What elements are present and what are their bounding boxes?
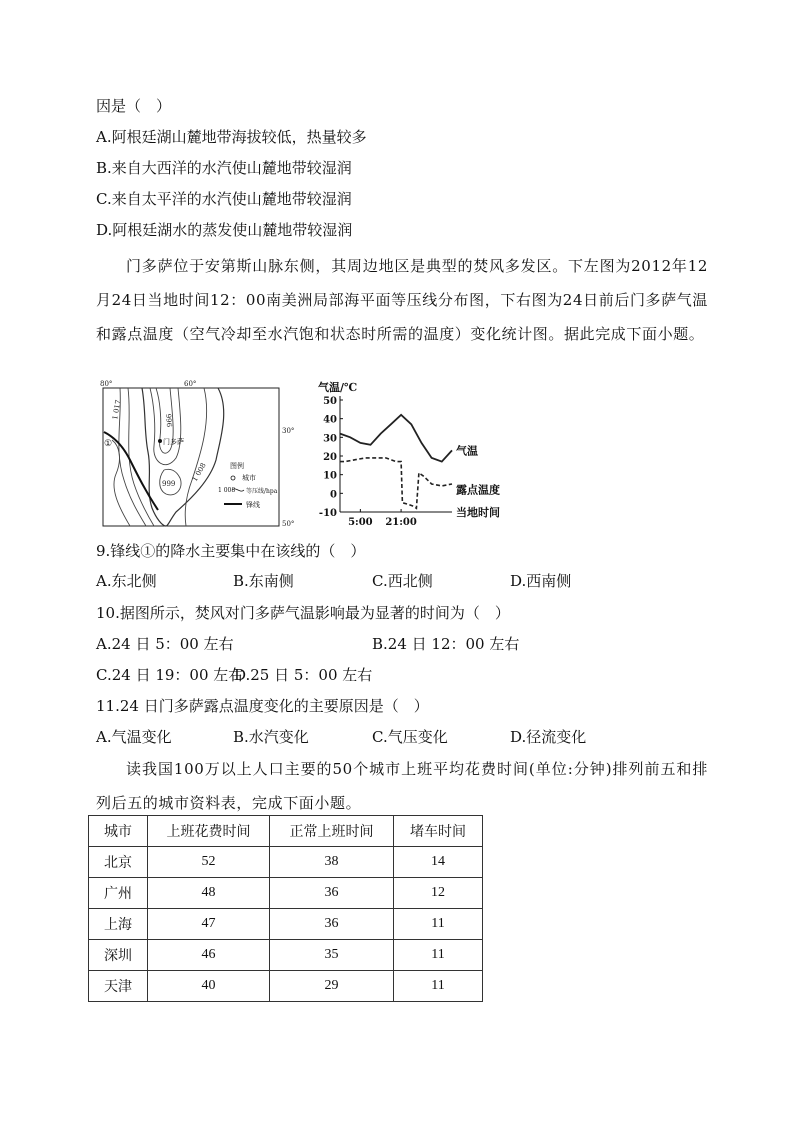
q11-option-c: C.气压变化 [372,728,448,746]
lon-label-60: 60° [184,380,197,388]
q9-option-c: C.西北侧 [372,572,433,590]
question-tail: 因是（ ） [96,97,172,115]
table-row [89,847,483,878]
isobar-label: 996 [164,413,174,428]
cell-value: 36 [270,878,394,909]
header-normal-time: 正常上班时间 [270,816,394,847]
lon-label-80: 80° [100,380,113,388]
q9-option-b: B.东南侧 [233,572,294,590]
cell-value: 52 [148,847,270,878]
city-marker [158,439,162,443]
city-label: 门多萨 [163,438,184,446]
question-10-stem: 10.据图所示，焚风对门多萨气温影响最为显著的时间为（ ） [96,604,510,622]
y-tick-label: 10 [323,470,337,482]
x-axis-label: 当地时间 [456,506,500,519]
cell-city: 天津 [89,971,148,1002]
lat-label-50: 50° [282,520,295,528]
y-tick-label: -10 [318,508,337,519]
isobar-map [100,380,306,528]
y-tick-label: 30 [323,433,337,445]
header-city: 城市 [89,816,148,847]
isobar-label: 999 [162,480,176,488]
cell-city: 广州 [89,878,148,909]
y-tick-label: 40 [323,414,337,426]
q9-option-d: D.西南侧 [510,572,572,590]
cell-value: 11 [394,971,483,1002]
q10-option-d: D.25 日 5：00 左右 [234,666,373,684]
series-label-dewpoint: 露点温度 [456,483,500,497]
header-jam-time: 堵车时间 [394,816,483,847]
cell-value: 48 [148,878,270,909]
series-line-temperature [340,415,452,462]
intro-paragraph: 门多萨位于安第斯山脉东侧，其周边地区是典型的焚风多发区。下左图为2012年12月24日当地时间12：00南美洲局部海平面等压线分布图，下右图为24日前后门多萨气温和露点温度（空气冷却至水汽饱和状态时所需的温度）变化统计图。据此完成下面小题。 [96,257,708,343]
q11-option-b: B.水汽变化 [233,728,309,746]
commute-table [88,815,483,1002]
cell-value: 46 [148,940,270,971]
x-tick-label: 21:00 [385,517,417,528]
cell-value: 35 [270,940,394,971]
cell-value: 11 [394,909,483,940]
table-row [89,909,483,940]
series-line-dewpoint [340,458,452,508]
q10-option-c: C.24 日 19：00 左右 [96,666,244,684]
cell-value: 40 [148,971,270,1002]
q10-option-a: A.24 日 5：00 左右 [96,635,234,653]
cell-value: 38 [270,847,394,878]
legend-front: 锋线 [246,501,260,509]
q11-option-a: A.气温变化 [96,728,172,746]
cell-city: 上海 [89,909,148,940]
header-commute-time: 上班花费时间 [148,816,270,847]
question-9-stem: 9.锋线①的降水主要集中在该线的（ ） [96,542,366,560]
x-tick-label: 5:00 [348,517,373,528]
y-tick-label: 20 [323,452,337,463]
temperature-chart [312,380,522,530]
cell-value: 47 [148,909,270,940]
table-row [89,878,483,909]
option-d: D.阿根廷湖水的蒸发使山麓地带较湿润 [96,221,353,239]
isobar-label: 1 017 [111,399,123,421]
option-a: A.阿根廷湖山麓地带海拔较低，热量较多 [96,128,367,146]
q10-option-b: B.24 日 12：00 左右 [372,635,520,653]
lat-label-30: 30° [282,427,295,435]
legend-isobar: 等压线/hpa [246,488,278,495]
y-axis-label: 气温/℃ [318,381,358,394]
series-label-temperature: 气温 [456,444,478,458]
y-tick-label: 50 [323,396,337,407]
cell-value: 29 [270,971,394,1002]
table-header-row [89,816,483,847]
table-intro: 读我国100万以上人口主要的50个城市上班平均花费时间(单位:分钟)排列前五和排列后五的城市资料表，完成下面小题。 [96,760,708,812]
table-row [89,971,483,1002]
cell-value: 36 [270,909,394,940]
q9-option-a: A.东北侧 [96,572,157,590]
q11-option-d: D.径流变化 [510,728,587,746]
cell-city: 深圳 [89,940,148,971]
cell-value: 12 [394,878,483,909]
table-row [89,940,483,971]
cell-value: 14 [394,847,483,878]
legend-isobar-sample: 1 008 [218,487,236,494]
cell-value: 11 [394,940,483,971]
front-label: ① [104,439,113,449]
isobar-label: 1 008 [190,461,208,483]
legend-title: 图例 [230,462,244,470]
question-11-stem: 11.24 日门多萨露点温度变化的主要原因是（ ） [96,697,429,715]
y-tick-label: 0 [330,489,337,501]
option-c: C.来自太平洋的水汽使山麓地带较湿润 [96,190,352,208]
legend-city: 城市 [242,474,256,482]
option-b: B.来自大西洋的水汽使山麓地带较湿润 [96,159,352,177]
cell-city: 北京 [89,847,148,878]
